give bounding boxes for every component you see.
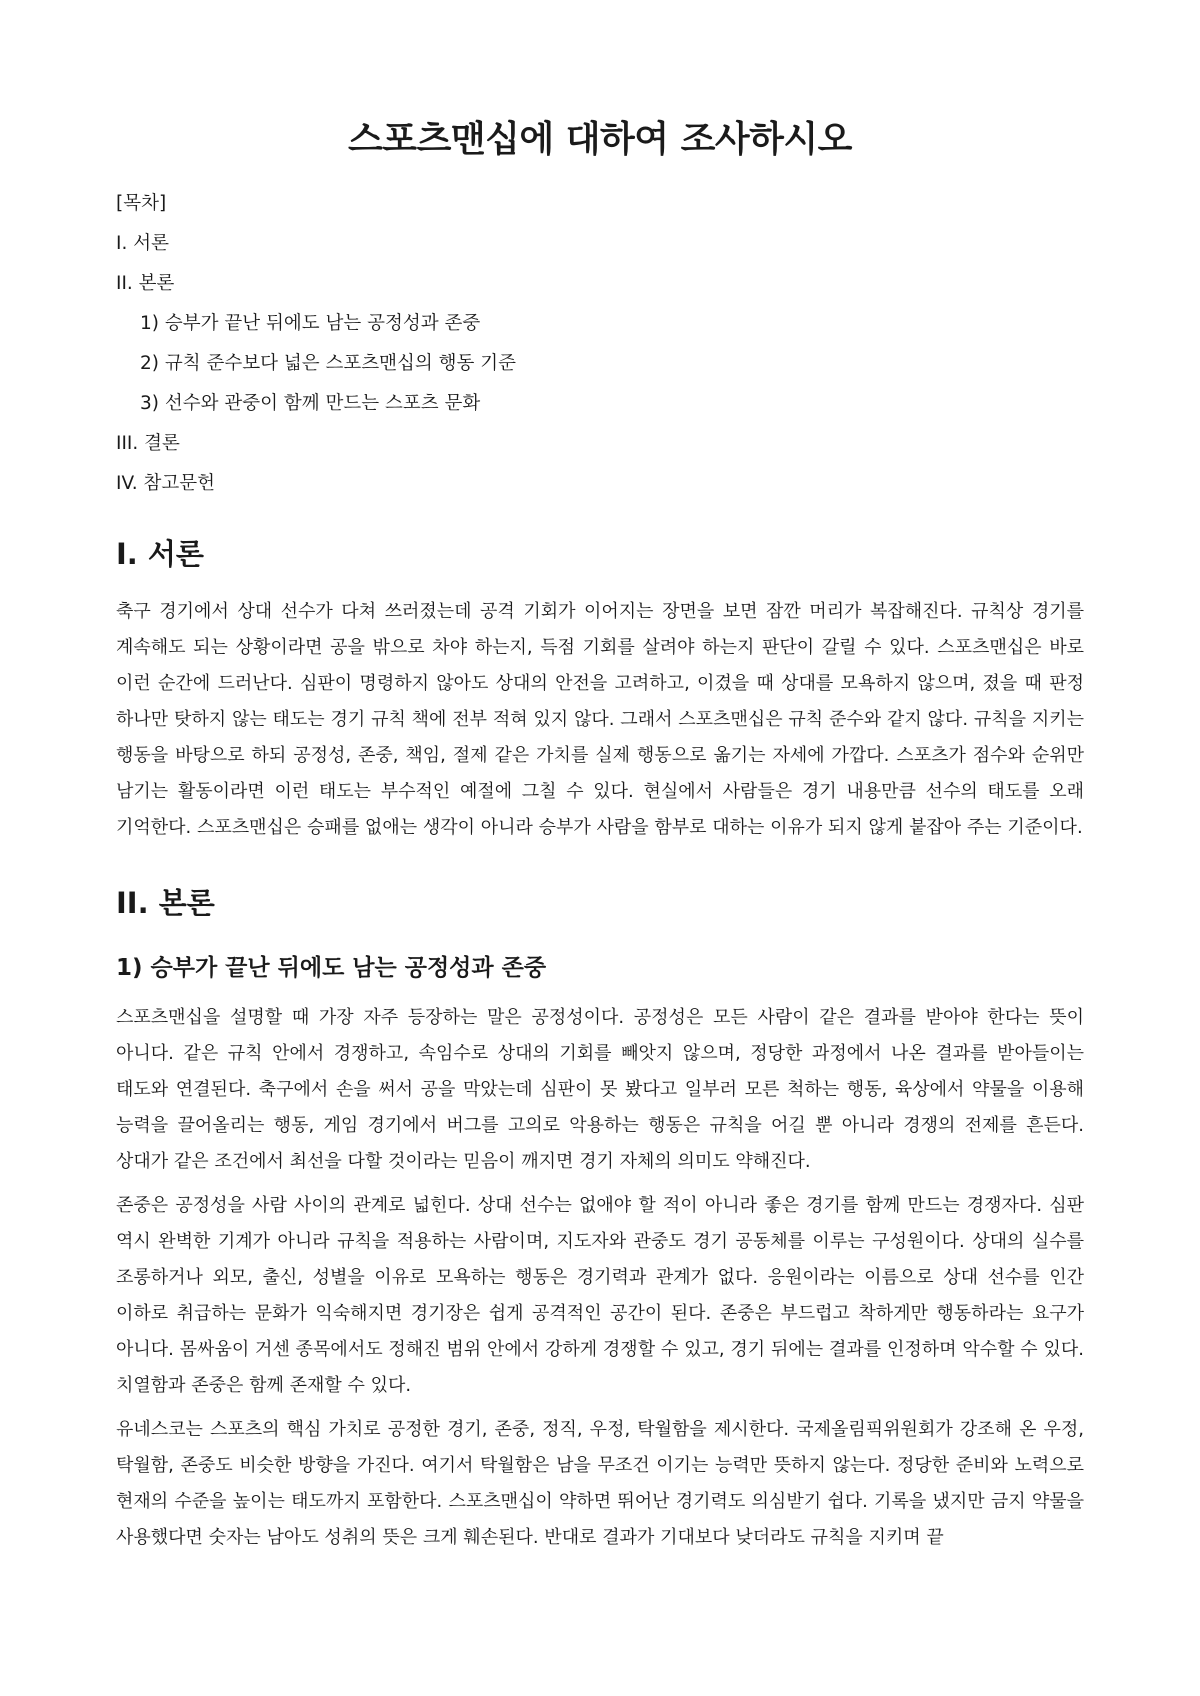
- section-heading-introduction: I. 서론: [116, 537, 204, 572]
- toc-item-conclusion: III. 결론: [116, 433, 180, 455]
- table-of-contents: [116, 191, 1084, 497]
- subsection-heading-fairness-respect: 1) 승부가 끝난 뒤에도 남는 공정성과 존중: [116, 954, 547, 981]
- introduction-paragraph: 축구 경기에서 상대 선수가 다쳐 쓰러졌는데 공격 기회가 이어지는 장면을 보면 잠깐 머리가 복잡해진다. 규칙상 경기를 계속해도 되는 상황이라면 공을 밖으로 차야 하는지, 득점 기회를 살려야 하는지 판단이 갈릴 수 있다. 스포츠맨십은 바로 이런 순간에 드러난다. 심판이 명령하지 않아도 상대의 안전을 고려하고, 이겼을 때 상대를 모욕하지 않으며, 졌을 때 판정 하나만 탓하지 않는 태도는 경기 규칙 책에 전부 적혀 있지 않다. 그래서 스포츠맨십은 규칙 준수와 같지 않다. 규칙을 지키는 행동을 바탕으로 하되 공정성, 존중, 책임, 절제 같은 가치를 실제 행동으로 옮기는 자세에 가깝다. 스포츠가 점수와 순위만 남기는 활동이라면 이런 태도는 부수적인 예절에 그칠 수 있다. 현실에서 사람들은 경기 내용만큼 선수의 태도를 오래 기억한다. 스포츠맨십은 승패를 없애는 생각이 아니라 승부가 사람을 함부로 대하는 이유가 되지 않게 붙잡아 주는 기준이다.: [116, 600, 1084, 838]
- document-title: 스포츠맨십에 대하여 조사하시오: [348, 119, 852, 160]
- toc-heading: [목차]: [116, 193, 167, 215]
- toc-item-body-1: 1) 승부가 끝난 뒤에도 남는 공정성과 존중: [140, 313, 481, 335]
- body-paragraph-values: 유네스코는 스포츠의 핵심 가치로 공정한 경기, 존중, 정직, 우정, 탁월함을 제시한다. 국제올림픽위원회가 강조해 온 우정, 탁월함, 존중도 비슷한 방향을 가진다. 여기서 탁월함은 남을 무조건 이기는 능력만 뜻하지 않는다. 정당한 준비와 노력으로 현재의 수준을 높이는 태도까지 포함한다. 스포츠맨십이 약하면 뛰어난 경기력도 의심받기 쉽다. 기록을 냈지만 금지 약물을 사용했다면 숫자는 남아도 성취의 뜻은 크게 훼손된다. 반대로 결과가 기대보다 낮더라도 규칙을 지키며 끝: [116, 1419, 1084, 1549]
- toc-item-body: II. 본론: [116, 273, 175, 295]
- toc-item-introduction: I. 서론: [116, 233, 169, 255]
- body-paragraph-values-clip: [116, 1412, 1084, 1590]
- toc-item-body-3: 3) 선수와 관중이 함께 만드는 스포츠 문화: [140, 393, 481, 415]
- body-paragraph-respect: 존중은 공정성을 사람 사이의 관계로 넓힌다. 상대 선수는 없애야 할 적이 아니라 좋은 경기를 함께 만드는 경쟁자다. 심판 역시 완벽한 기계가 아니라 규칙을 적용하는 사람이며, 지도자와 관중도 경기 공동체를 이루는 구성원이다. 상대의 실수를 조롱하거나 외모, 출신, 성별을 이유로 모욕하는 행동은 경기력과 관계가 없다. 응원이라는 이름으로 상대 선수를 인간 이하로 취급하는 문화가 익숙해지면 경기장은 쉽게 공격적인 공간이 된다. 존중은 부드럽고 착하게만 행동하라는 요구가 아니다. 몸싸움이 거센 종목에서도 정해진 범위 안에서 강하게 경쟁할 수 있고, 경기 뒤에는 결과를 인정하며 악수할 수 있다. 치열함과 존중은 함께 존재할 수 있다.: [116, 1195, 1084, 1397]
- body-paragraph-fairness: 스포츠맨십을 설명할 때 가장 자주 등장하는 말은 공정성이다. 공정성은 모든 사람이 같은 결과를 받아야 한다는 뜻이 아니다. 같은 규칙 안에서 경쟁하고, 속임수로 상대의 기회를 빼앗지 않으며, 정당한 과정에서 나온 결과를 받아들이는 태도와 연결된다. 축구에서 손을 써서 공을 막았는데 심판이 못 봤다고 일부러 모른 척하는 행동, 육상에서 약물을 이용해 능력을 끌어올리는 행동, 게임 경기에서 버그를 고의로 악용하는 행동은 규칙을 어길 뿐 아니라 경쟁의 전제를 흔든다. 상대가 같은 조건에서 최선을 다할 것이라는 믿음이 깨지면 경기 자체의 의미도 약해진다.: [116, 1007, 1084, 1173]
- section-heading-body: II. 본론: [116, 885, 215, 920]
- toc-item-body-2: 2) 규칙 준수보다 넓은 스포츠맨십의 행동 기준: [140, 353, 516, 375]
- toc-item-references: IV. 참고문헌: [116, 473, 215, 495]
